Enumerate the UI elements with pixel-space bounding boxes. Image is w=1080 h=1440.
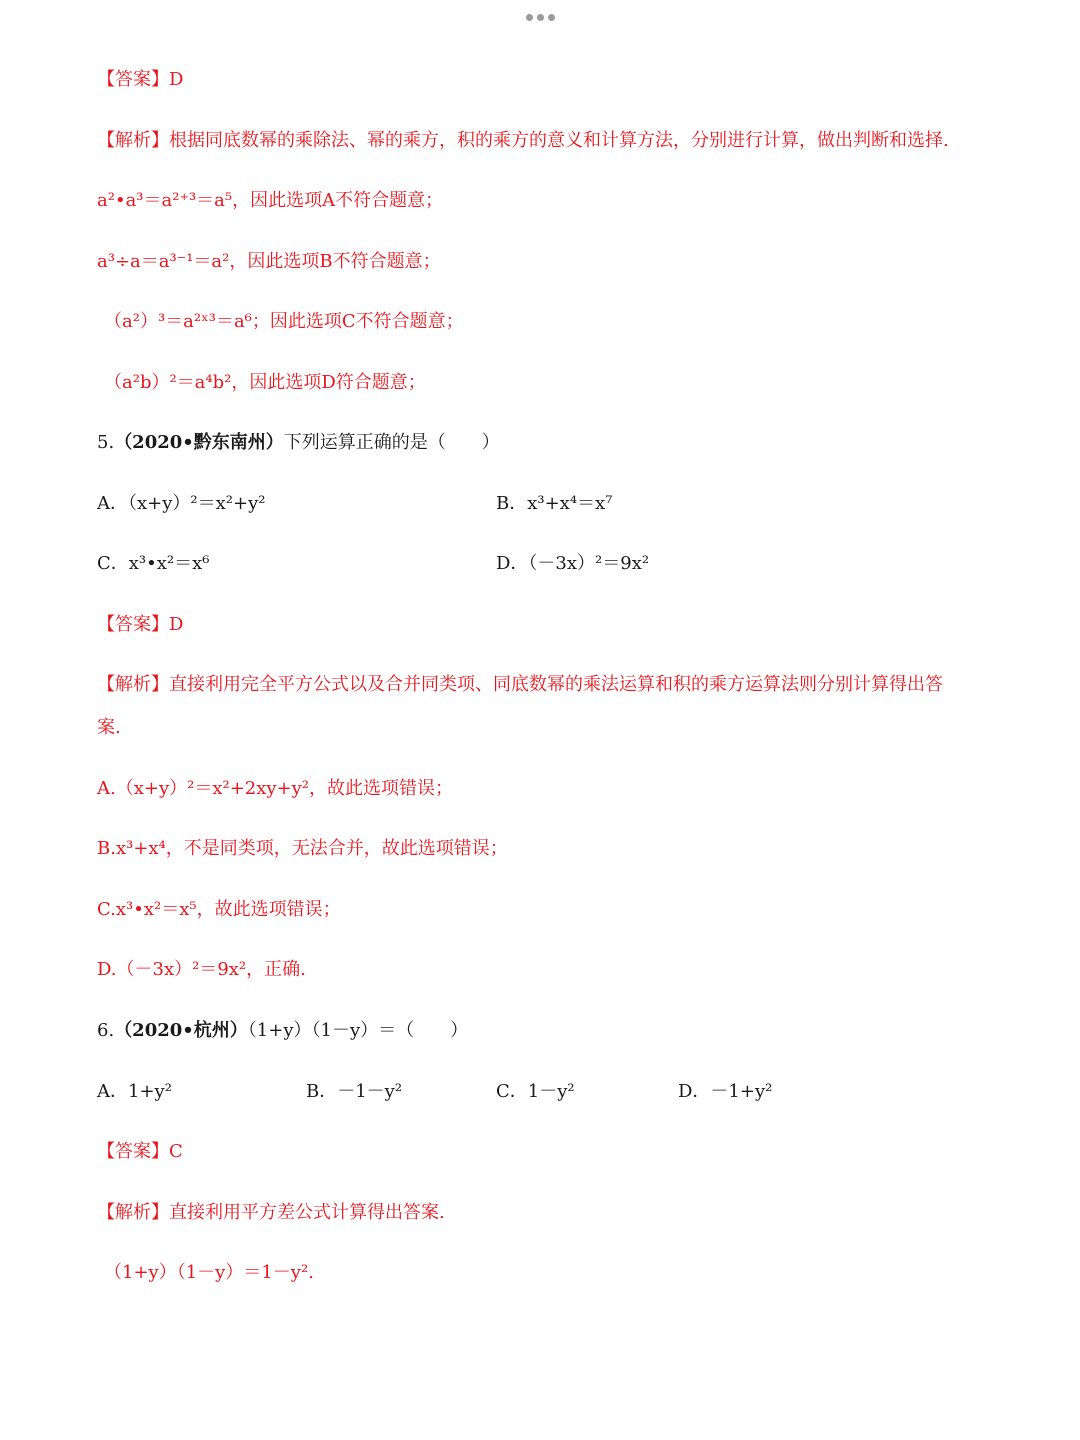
q5-line-d: D.（－3x）²＝9x²，正确.	[97, 959, 306, 980]
q6-answer: 【答案】C	[97, 1141, 183, 1162]
q4-line-b: a³÷a＝a³⁻¹＝a²，因此选项B不符合题意；	[97, 251, 441, 272]
q5-option-c: C．x³•x²＝x⁶	[97, 553, 210, 574]
q4-line-d: （a²b）²＝a⁴b²，因此选项D符合题意；	[104, 372, 426, 393]
q4-analysis: 【解析】根据同底数幂的乘除法、幂的乘方，积的乘方的意义和计算方法，分别进行计算，做出判断和选择.	[97, 130, 949, 151]
q5-option-a: A．（x+y）²＝x²+y²	[97, 493, 266, 514]
q6-question: 6.（2020•杭州）（1+y）（1－y）＝（ ）	[97, 1020, 469, 1041]
q6-option-d: D．－1+y²	[678, 1081, 773, 1102]
q5-analysis-cont: 案.	[97, 717, 121, 738]
q5-line-c: C.x³•x²＝x⁵，故此选项错误；	[97, 899, 341, 920]
q4-line-a: a²•a³＝a²⁺³＝a⁵，因此选项A不符合题意；	[97, 190, 444, 211]
q6-analysis: 【解析】直接利用平方差公式计算得出答案.	[97, 1202, 445, 1223]
q4-answer: 【答案】D	[97, 69, 184, 90]
q5-answer: 【答案】D	[97, 614, 184, 635]
q5-line-b: B.x³+x⁴，不是同类项，无法合并，故此选项错误；	[97, 838, 508, 859]
q6-line-a: （1+y）（1－y）＝1－y².	[104, 1262, 314, 1283]
q5-option-d: D．（－3x）²＝9x²	[496, 553, 650, 574]
more-options-icon[interactable]	[0, 6, 1080, 25]
q6-option-b: B．－1－y²	[306, 1081, 403, 1102]
q5-analysis: 【解析】直接利用完全平方公式以及合并同类项、同底数幂的乘法运算和积的乘方运算法则分别计算得出答	[97, 674, 943, 695]
q5-question: 5.（2020•黔东南州）下列运算正确的是（ ）	[97, 432, 500, 453]
q6-option-c: C．1－y²	[496, 1081, 575, 1102]
q5-option-b: B．x³+x⁴＝x⁷	[496, 493, 613, 514]
q6-option-a: A．1+y²	[97, 1081, 172, 1102]
q4-line-c: （a²）³＝a²ˣ³＝a⁶；因此选项C不符合题意；	[104, 311, 464, 332]
q5-line-a: A.（x+y）²＝x²+2xy+y²，故此选项错误；	[97, 778, 454, 799]
